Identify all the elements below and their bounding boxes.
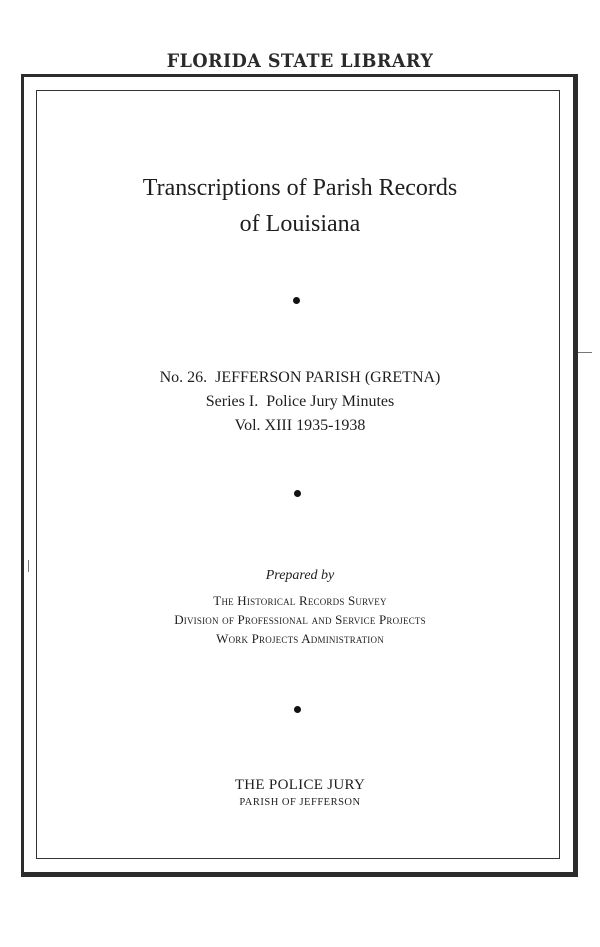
prepared-by-label: Prepared by bbox=[265, 568, 335, 583]
publisher-block bbox=[0, 775, 600, 811]
title-line-1: Transcriptions of Parish Records bbox=[142, 175, 458, 201]
series-block bbox=[0, 366, 600, 438]
record-number: No. 26. bbox=[159, 369, 208, 386]
series-name: Police Jury Minutes bbox=[266, 393, 395, 410]
parish-name: JEFFERSON PARISH (GRETNA) bbox=[215, 369, 441, 386]
publisher-line-2: PARISH OF JEFFERSON bbox=[239, 797, 361, 808]
ornament-dot bbox=[294, 706, 301, 713]
scan-speck bbox=[28, 560, 29, 572]
organization-line-3: Work Projects Administration bbox=[216, 631, 384, 646]
publisher-line-1: THE POLICE JURY bbox=[234, 777, 366, 793]
prepared-by-block bbox=[0, 566, 600, 648]
document-title bbox=[0, 170, 600, 242]
series-line bbox=[0, 390, 600, 414]
library-stamp: FLORIDA STATE LIBRARY bbox=[166, 50, 434, 72]
ornament-dot bbox=[293, 297, 300, 304]
title-line-2: of Louisiana bbox=[239, 211, 361, 237]
parish-line bbox=[0, 366, 600, 390]
scan-speck bbox=[578, 352, 592, 353]
ornament-dot bbox=[294, 490, 301, 497]
series-number: Series I. bbox=[205, 393, 259, 410]
organization-line-2: Division of Professional and Service Projects bbox=[174, 612, 426, 627]
volume-line: Vol. XIII 1935-1938 bbox=[234, 417, 366, 434]
organization-line-1: The Historical Records Survey bbox=[213, 593, 387, 608]
